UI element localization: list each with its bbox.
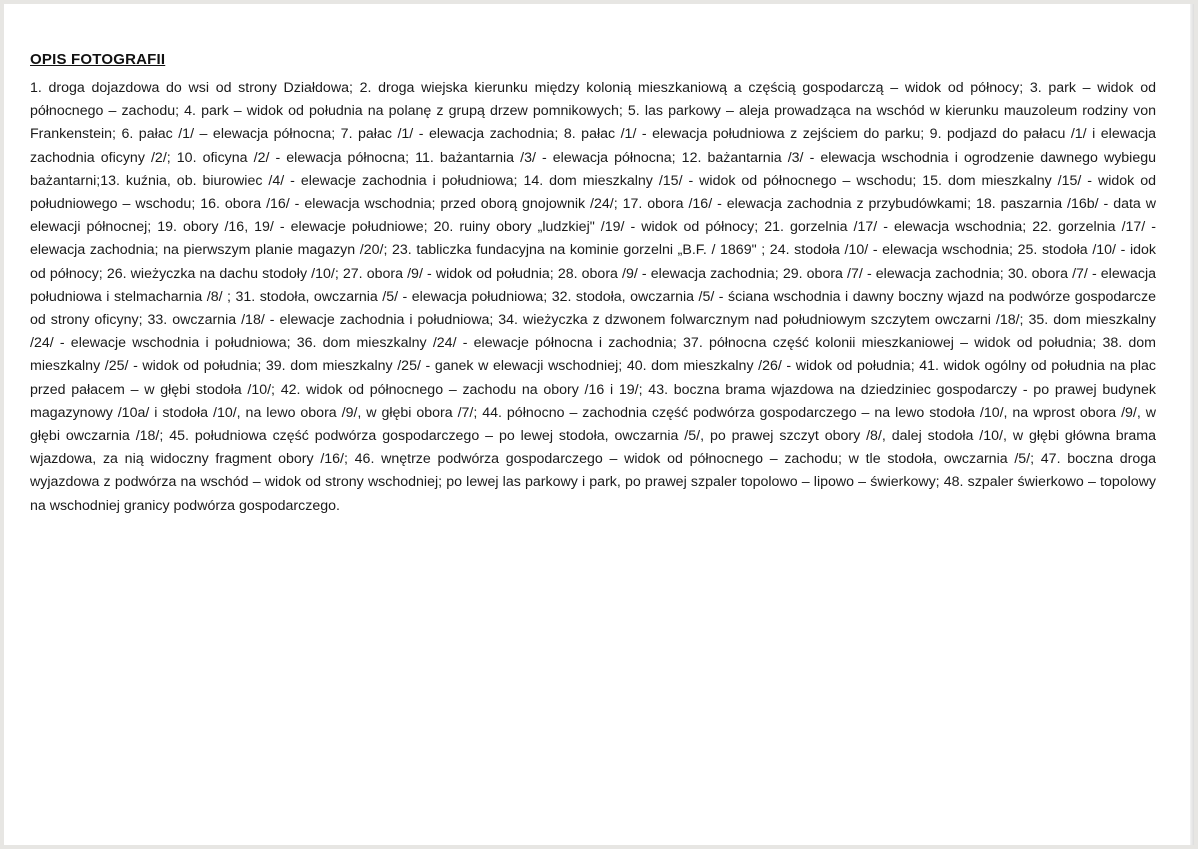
scan-edge xyxy=(1190,4,1194,845)
document-body-text: 1. droga dojazdowa do wsi od strony Działdowa; 2. droga wiejska kierunku między kolonią mieszkaniową a częścią gospodarczą – widok od północy; 3. park – widok od północnego – zachodu; 4. park – widok od południa na polanę z grupą drzew pomnikowych; 5. las parkowy – aleja prowadząca na wschód w kierunku mauzoleum rodziny von Frankenstein; 6. pałac /1/ – elewacja północna; 7. pałac /1/ - elewacja zachodnia; 8. pałac /1/ - elewacja południowa z zejściem do parku; 9. podjazd do pałacu /1/ i elewacja zachodnia oficyny /2/; 10. oficyna /2/ - elewacja północna; 11. bażantarnia /3/ - elewacja północna; 12. bażantarnia /3/ - elewacja wschodnia i ogrodzenie dawnego wybiegu bażantarni;13. kuźnia, ob. biurowiec /4/ - elewacje zachodnia i południowa; 14. dom mieszkalny /15/ - widok od północnego – wschodu; 15. dom mieszkalny /15/ - widok od południowego – wschodu; 16. obora /16/ - elewacja wschodnia; przed oborą gnojownik /24/; 17. obora /16/ - elewacja zachodnia z przybudówkami; 18. paszarnia /16b/ - data w elewacji północnej; 19. obory /16, 19/ - elewacje południowe; 20. ruiny obory „ludzkiej" /19/ - widok od północy; 21. gorzelnia /17/ - elewacja wschodnia; 22. gorzelnia /17/ - elewacja zachodnia; na pierwszym planie magazyn /20/; 23. tabliczka fundacyjna na kominie gorzelni „B.F. / 1869" ; 24. stodoła /10/ - elewacja wschodnia; 25. stodoła /10/ - idok od północy; 26. wieżyczka na dachu stodoły /10/; 27. obora /9/ - widok od południa; 28. obora /9/ - elewacja zachodnia; 29. obora /7/ - elewacja zachodnia; 30. obora /7/ - elewacja południowa i stelmacharnia /8/ ; 31. stodoła, owczarnia /5/ - elewacja południowa; 32. stodoła, owczarnia /5/ - ściana wschodnia i dawny boczny wjazd na podwórze gospodarcze od strony oficyny; 33. owczarnia /18/ - elewacje zachodnia i południowa; 34. wieżyczka z dzwonem folwarcznym nad południowym szczytem owczarni /18/; 35. dom mieszkalny /24/ - elewacje wschodnia i południowa; 36. dom mieszkalny /24/ - elewacje północna i zachodnia; 37. północna część kolonii mieszkaniowej – widok od południa; 38. dom mieszkalny /25/ - widok od południa; 39. dom mieszkalny /25/ - ganek w elewacji wschodniej; 40. dom mieszkalny /26/ - widok od południa; 41. widok ogólny od południa na plac przed pałacem – w głębi stodoła /10/; 42. widok od północnego – zachodu na obory /16 i 19/; 43. boczna brama wjazdowa na dziedziniec gospodarczy - po prawej budynek magazynowy /10a/ i stodoła /10/, na lewo obora /9/, w głębi obora /7/; 44. północno – zachodnia część podwórza gospodarczego – na lewo stodoła /10/, na wprost obora /9/, w głębi owczarnia /18/; 45. południowa część podwórza gospodarczego – po lewej stodoła, owczarnia /5/, po prawej szczyt obory /8/, dalej stodoła /10/, w głębi główna brama wjazdowa, za nią widoczny fragment obory /16/; 46. wnętrze podwórza gospodarczego – widok od północnego – zachodu; w tle stodoła, owczarnia /5/; 47. boczna droga wyjazdowa z podwórza na wschód – widok od strony wschodniej; po lewej las parkowy i park, po prawej szpaler topolowo – lipowo – świerkowy; 48. szpaler świerkowo – topolowy na wschodniej granicy podwórza gospodarczego. xyxy=(30,80,1156,514)
document-page xyxy=(4,4,1194,845)
document-title: OPIS FOTOGRAFII xyxy=(30,51,166,68)
